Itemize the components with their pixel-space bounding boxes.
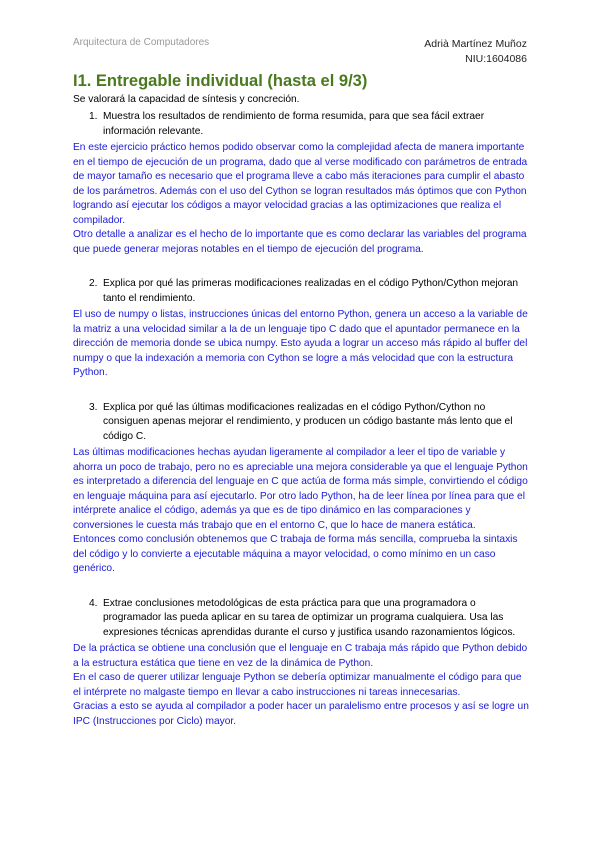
question-text: Explica por qué las últimas modificaciones realizadas en el código Python/Cython no consiguen apenas mejorar el rendimiento, y producen un código bastante más lento que el código C. [103,401,513,442]
question-2 [73,277,529,306]
author-name: Adrià Martínez Muñoz [424,38,527,50]
answer-paragraph: Gracias a esto se ayuda al compilador a poder hacer un paralelismo entre procesos y así se logre un IPC (Instrucciones por Ciclo) mayor. [73,701,529,727]
answer-paragraph: Las últimas modificaciones hechas ayudan ligeramente al compilador a leer el tipo de variable y ahorra un poco de trabajo, pero no es apreciable una mejora considerable ya que el lenguaje Python es interpretado a diferencia del lenguaje en C que actúa de forma más simple, convirtiendo el código en lenguaje máquina para así ejecutarlo. Por otro lado Python, ha de leer línea por línea para que el intérprete analice el código, además ya que es de tipo dinámico en las comparaciones y conversiones le cuesta más trabajo que en el entorno C, que lo hace de manera estática. [73,447,528,531]
question-number: 2. [89,278,98,289]
question-3 [73,401,529,445]
author-block [424,37,527,67]
question-text: Muestra los resultados de rendimiento de forma resumida, para que sea fácil extraer información relevante. [103,111,485,137]
question-1 [73,110,529,139]
question-text: Extrae conclusiones metodológicas de esta práctica para que una programadora o programador las pueda aplicar en su tarea de optimizar un programa cualquiera. Usa las expresiones técnicas aprendidas durante el curso y justifica usando razonamientos lógicos. [103,597,516,638]
question-number: 3. [89,401,98,413]
question-4 [73,597,529,641]
question-number: 4. [89,597,98,609]
answer-paragraph: Entonces como conclusión obtenemos que C trabaja de forma más sencilla, comprueba la sintaxis del código y lo convierte a ejecutable máquina a mayor velocidad, o como mínimo en un caso genérico. [73,534,518,574]
page-title: I1. Entregable individual (hasta el 9/3) [73,72,368,90]
answer-paragraph: En el caso de querer utilizar lenguaje Python se debería optimizar manualmente el código para que el intérprete no malgaste tiempo en llevar a cabo instrucciones ni tareas innecesarias. [73,672,522,698]
answer-2 [73,308,529,381]
course-name: Arquitectura de Computadores [73,37,210,48]
answer-paragraph: De la práctica se obtiene una conclusión que el lenguaje en C trabaja más rápido que Python debido a la estructura estática que tiene en vez de la dinámica de Python. [73,643,528,669]
answer-paragraph: Otro detalle a analizar es el hecho de lo importante que es como declarar las variables del programa que puede generar mejoras notables en el tiempo de ejecución del programa. [73,229,527,255]
answer-4 [73,642,529,729]
question-number: 1. [89,111,98,122]
answer-1 [73,141,529,257]
intro-text: Se valorará la capacidad de síntesis y concreción. [73,94,300,105]
document-body [73,70,529,729]
answer-paragraph: El uso de numpy o listas, instrucciones únicas del entorno Python, genera un acceso a la variable de la matriz a una velocidad similar a la de un lenguaje tipo C dado que el apuntador permanece en la dirección de memoria donde se ubica numpy. Esto ayuda a lograr un acceso más rápido al buffer del numpy o que la indexación a memoria con Cython se logre a más velocidad que con la estructura Python. [73,309,528,378]
question-text: Explica por qué las primeras modificaciones realizadas en el código Python/Cython mejoran tanto el rendimiento. [103,278,519,304]
answer-3 [73,446,529,577]
student-id: NIU:1604086 [465,53,527,65]
answer-paragraph: En este ejercicio práctico hemos podido observar como la complejidad afecta de manera importante en el tiempo de ejecución de un programa, dado que al verse modificado con parámetros de entrada de mayor tamaño es necesario que el programa lleve a cabo más iteraciones para cumplir el abasto de los parámetros. Además con el uso del Cython se logran resultados más óptimos que con Python logrando así ejecutar los códigos a mayor velocidad gracias a las optimizaciones que realiza el compilador. [73,142,528,226]
